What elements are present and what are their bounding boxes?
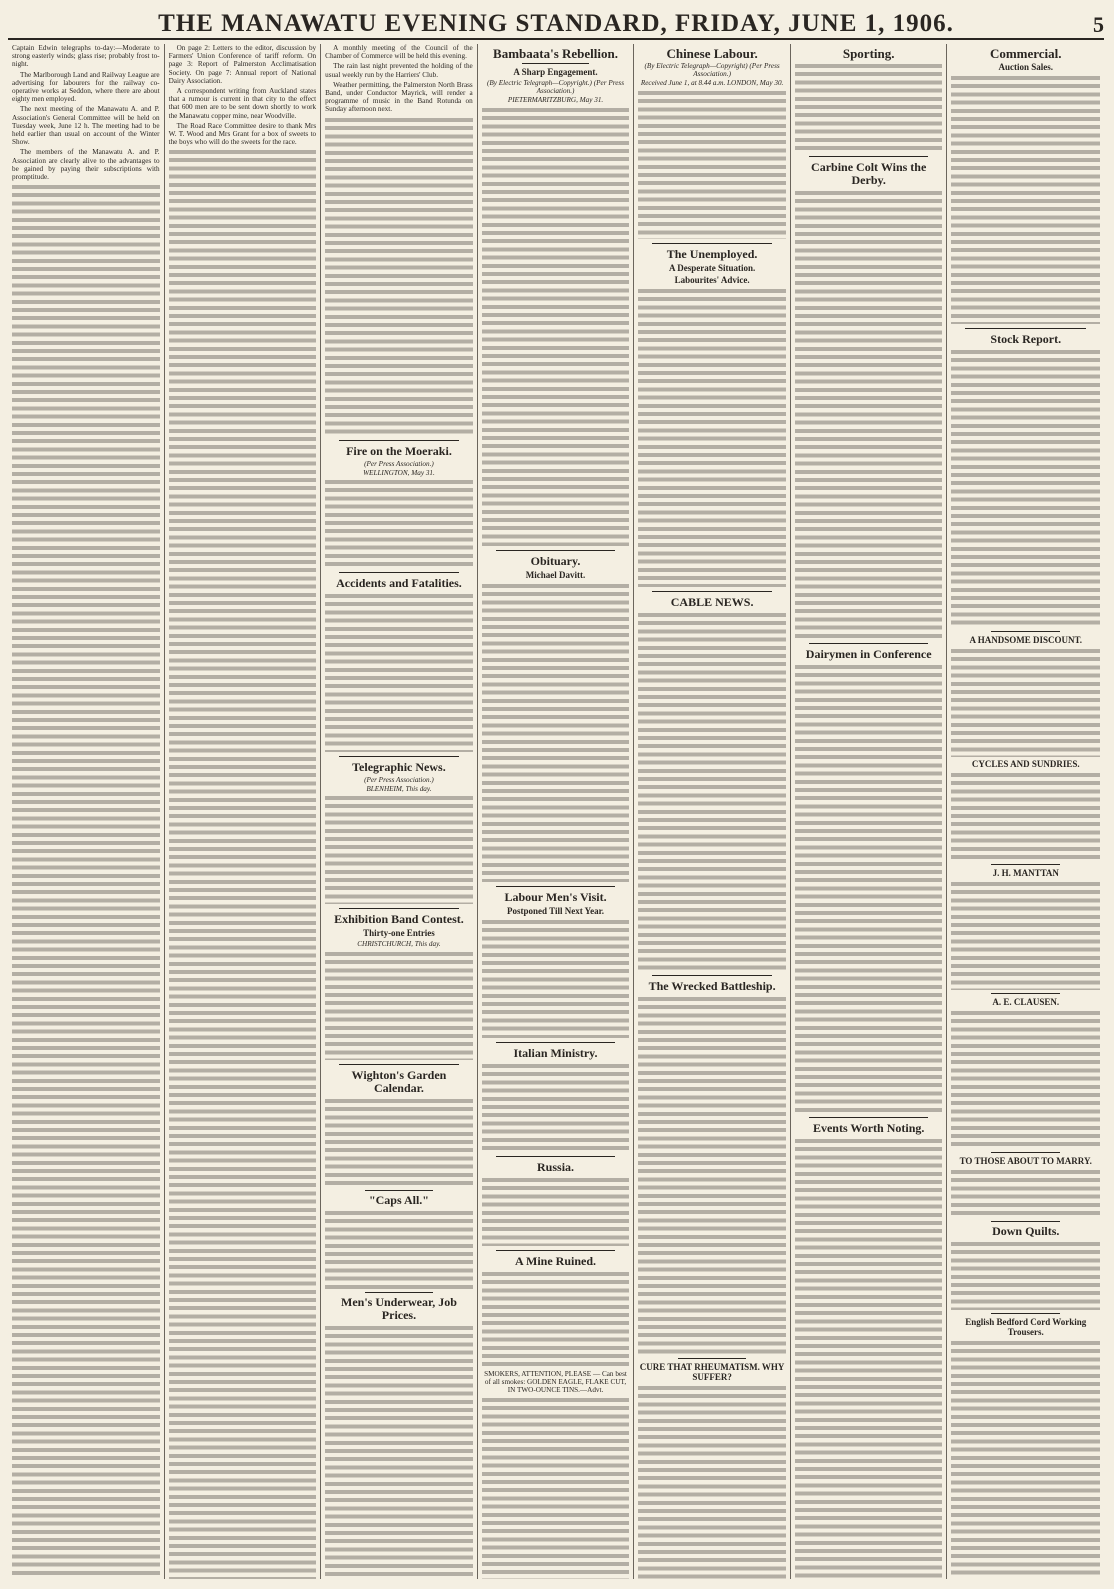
divider xyxy=(339,1064,459,1065)
headline: Bambaata's Rebellion. xyxy=(493,46,618,61)
divider xyxy=(809,156,929,157)
divider xyxy=(965,328,1086,329)
divider xyxy=(339,908,459,909)
body-text xyxy=(482,1176,630,1246)
advert-headline: CURE THAT RHEUMATISM. WHY SUFFER? xyxy=(639,1361,785,1382)
body-text xyxy=(325,1097,473,1187)
headline: Telegraphic News. xyxy=(352,760,446,775)
divider xyxy=(652,591,772,592)
body-text xyxy=(951,348,1100,628)
headline: Commercial. xyxy=(989,46,1062,61)
body-text xyxy=(951,1168,1100,1218)
byline: (Per Press Association.) xyxy=(364,459,434,468)
page-number: 5 xyxy=(1093,12,1104,37)
divider xyxy=(991,993,1060,994)
headline: Labour Men's Visit. xyxy=(504,889,607,904)
headline: Italian Ministry. xyxy=(513,1045,598,1060)
divider xyxy=(991,631,1060,632)
body-text xyxy=(795,62,943,152)
column-5 xyxy=(634,44,791,1579)
body-text xyxy=(325,592,473,752)
headline: Wighton's Garden Calendar. xyxy=(351,1067,447,1095)
headline: Exhibition Band Contest. xyxy=(334,912,464,927)
subheadline: Michael Davitt. xyxy=(525,569,586,580)
paragraph: Weather permitting, the Palmerston North Brass Band, under Conductor Mayrick, will render a programme of music in the Band Rotunda on Sunday afternoon next. xyxy=(325,80,473,114)
body-text xyxy=(325,116,473,436)
dateline: Received June 1, at 8.44 a.m. LONDON, May 30. xyxy=(640,79,784,88)
divider xyxy=(652,243,772,244)
column-3 xyxy=(321,44,478,1579)
body-text xyxy=(951,771,1100,861)
column-7 xyxy=(947,44,1104,1579)
divider xyxy=(991,864,1060,865)
dateline: PIETERMARITZBURG, May 31. xyxy=(507,96,604,105)
divider xyxy=(991,1152,1060,1153)
headline: The Unemployed. xyxy=(666,246,758,261)
paragraph: The rain last night prevented the holding of the usual weekly run by the Harriers' Club. xyxy=(325,62,473,79)
advert-headline: J. H. MANTTAN xyxy=(992,868,1059,878)
divider xyxy=(365,1190,433,1191)
advert-headline: "Caps All." xyxy=(368,1192,429,1207)
headline: CABLE NEWS. xyxy=(670,594,754,609)
body-text xyxy=(795,189,943,639)
divider xyxy=(339,572,459,573)
divider xyxy=(496,886,616,887)
headline: Stock Report. xyxy=(990,332,1062,346)
paragraph: The members of the Manawatu A. and P. Association are clearly alive to the advantages to be gained by paying their subscriptions with promptitude. xyxy=(12,148,160,182)
paragraph: The Marlborough Land and Railway League are advertising for labourers for the railway co-operative works at Seddon, where there are about eighty men employed. xyxy=(12,70,160,104)
advert-headline: A HANDSOME DISCOUNT. xyxy=(969,635,1083,645)
body-text xyxy=(638,287,786,587)
body-text xyxy=(951,647,1100,757)
byline: (Per Press Association.) xyxy=(364,776,434,785)
advert-headline: Down Quilts. xyxy=(992,1224,1060,1238)
body-text xyxy=(795,663,943,1113)
body-text xyxy=(325,478,473,568)
divider xyxy=(678,1358,746,1359)
body-text xyxy=(951,1339,1100,1579)
body-text xyxy=(169,148,317,1579)
weather-forecast: Captain Edwin telegraphs to-day:—Moderate to strong easterly winds; glass rise; probably frost to-night. xyxy=(12,44,160,69)
body-text xyxy=(951,74,1100,324)
dateline: CHRISTCHURCH, This day. xyxy=(357,940,441,949)
dateline: BLENHEIM, This day. xyxy=(366,785,432,794)
body-text xyxy=(325,950,473,1060)
divider xyxy=(496,550,616,551)
divider xyxy=(496,1042,616,1043)
divider xyxy=(652,975,772,976)
advert-headline: English Bedford Cord Working Trousers. xyxy=(965,1317,1087,1337)
body-text xyxy=(638,611,786,971)
paragraph: The Road Race Committee desire to thank Mrs W. T. Wood and Mrs Grant for a box of sweets to the boys who will do the sweets for the race. xyxy=(168,121,317,147)
headline: Dairymen in Conference xyxy=(805,647,932,661)
headline: Russia. xyxy=(537,1159,575,1174)
divider xyxy=(339,756,459,757)
divider xyxy=(809,643,929,644)
headline: Fire on the Moeraki. xyxy=(346,443,452,458)
column-2 xyxy=(165,44,322,1579)
headline: Sporting. xyxy=(842,46,895,61)
column-4 xyxy=(478,44,635,1579)
advert: SMOKERS, ATTENTION, PLEASE — Can best of all smokes: GOLDEN EAGLE, FLAKE CUT, IN TWO-OUNCE TINS.—Advt. xyxy=(484,1369,627,1395)
body-text xyxy=(482,1270,630,1370)
byline: (By Electric Telegraph—Copyright.) (Per Press Association.) xyxy=(487,79,625,96)
headline: Carbine Colt Wins the Derby. xyxy=(811,160,927,187)
subheadline: A Sharp Engagement. xyxy=(513,67,598,77)
body-text xyxy=(638,995,786,1355)
body-text xyxy=(951,1240,1100,1310)
body-text xyxy=(12,183,160,1579)
subheadline: Labourites' Advice. xyxy=(674,274,750,285)
divider xyxy=(522,63,590,64)
headline: Chinese Labour. xyxy=(666,46,758,61)
divider xyxy=(496,1156,616,1157)
paragraph: A monthly meeting of the Council of the Chamber of Commerce will be held this evening. xyxy=(325,44,473,61)
divider xyxy=(809,1117,929,1118)
body-text xyxy=(795,1137,943,1579)
columns xyxy=(8,44,1104,1579)
divider xyxy=(991,1221,1060,1222)
column-1 xyxy=(8,44,165,1579)
body-text xyxy=(325,1209,473,1289)
byline: (By Electric Telegraph—Copyright) (Per Press Association.) xyxy=(644,62,780,79)
body-text xyxy=(325,1324,473,1579)
headline: Accidents and Fatalities. xyxy=(336,576,462,591)
advert-headline: Men's Underwear, Job Prices. xyxy=(341,1294,457,1322)
divider xyxy=(496,1250,616,1251)
paragraph: A correspondent writing from Auckland states that a rumour is current in that city to the effect that 600 men are to be sent down shortly to work the Manawatu copper mine, near Woodville. xyxy=(168,87,317,120)
headline: A Mine Ruined. xyxy=(515,1253,597,1268)
headline: Events Worth Noting. xyxy=(812,1121,925,1135)
body-text xyxy=(482,106,630,546)
body-text xyxy=(951,880,1100,990)
subheadline: A Desperate Situation. xyxy=(668,262,756,273)
body-text xyxy=(482,918,630,1038)
body-text xyxy=(482,582,630,882)
advert-headline: A. E. CLAUSEN. xyxy=(992,997,1060,1007)
subheadline: Auction Sales. xyxy=(998,62,1053,72)
body-text xyxy=(638,89,786,239)
divider xyxy=(991,1313,1060,1314)
masthead xyxy=(8,8,1104,40)
body-text xyxy=(951,1009,1100,1149)
body-text xyxy=(482,1062,630,1152)
column-6 xyxy=(791,44,948,1579)
headline: The Wrecked Battleship. xyxy=(648,978,776,993)
paragraph: The next meeting of the Manawatu A. and P. Association's General Committee will be held on Tuesday week, June 12 h. The meeting had to be held earlier than usual on account of the Winter Show. xyxy=(12,105,160,147)
advert-headline: TO THOSE ABOUT TO MARRY. xyxy=(959,1156,1092,1166)
body-text xyxy=(325,794,473,904)
body-text xyxy=(482,1396,630,1579)
subheadline: Postponed Till Next Year. xyxy=(507,905,605,916)
divider xyxy=(339,440,459,441)
dateline: WELLINGTON, May 31. xyxy=(363,468,435,477)
headline: Obituary. xyxy=(530,553,581,568)
advert-headline: CYCLES AND SUNDRIES. xyxy=(971,759,1080,769)
subheadline: Thirty-one Entries xyxy=(363,928,435,939)
body-text xyxy=(638,1384,786,1579)
divider xyxy=(365,1292,433,1293)
paragraph: On page 2: Letters to the editor, discussion by Farmers' Union Conference of tariff reform. On page 3: Report of Palmerston Acclimatisation Society. On page 7: Annual report of National Dairy Association. xyxy=(168,44,317,85)
newspaper-title: THE MANAWATU EVENING STANDARD, FRIDAY, JUNE 1, 1906. xyxy=(158,10,954,37)
